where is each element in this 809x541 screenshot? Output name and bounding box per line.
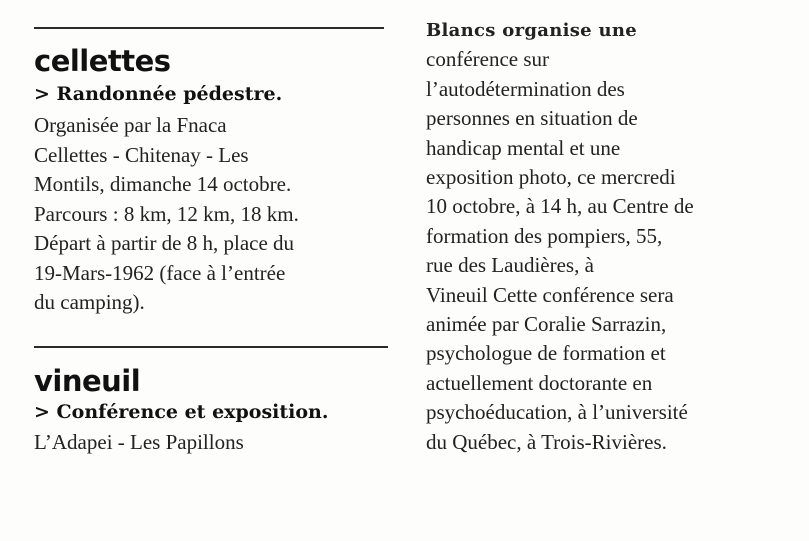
text-line: Cellettes - Chitenay - Les — [34, 142, 249, 167]
text-line: L’Adapei - Les Papillons — [34, 430, 244, 454]
text-line: l’autodétermination des — [426, 76, 625, 101]
text-line: conférence sur — [426, 47, 550, 72]
section-divider — [34, 27, 384, 29]
section-divider — [34, 346, 388, 348]
text-line: exposition photo, ce mercredi — [426, 165, 676, 190]
town-heading-vineuil: vineuil — [34, 364, 141, 398]
event-description-cellettes — [34, 111, 299, 318]
text-line: handicap mental et une — [426, 135, 621, 160]
text-line: Parcours : 8 km, 12 km, 18 km. — [34, 201, 299, 226]
text-line: psychologue de formation et — [426, 341, 666, 366]
event-description-vineuil-continued — [426, 16, 694, 457]
event-description-vineuil — [34, 428, 244, 458]
text-line: psychoéducation, à l’université — [426, 400, 688, 425]
text-line: Organisée par la Fnaca — [34, 113, 227, 137]
event-rubric-randonnee: > Randonnée pédestre. — [34, 83, 283, 105]
text-line: Vineuil Cette conférence sera — [426, 282, 674, 307]
text-line: 19-Mars-1962 (face à l’entrée — [34, 260, 286, 285]
text-line: du Québec, à Trois-Rivières. — [426, 429, 667, 454]
text-line: formation des pompiers, 55, — [426, 223, 663, 248]
text-line: animée par Coralie Sarrazin, — [426, 312, 667, 337]
text-line: rue des Laudières, à — [426, 253, 594, 278]
text-line: du camping). — [34, 290, 145, 314]
text-line: personnes en situation de — [426, 106, 638, 131]
event-rubric-conference: > Conférence et exposition. — [34, 401, 329, 423]
text-line: actuellement doctorante en — [426, 370, 653, 395]
text-line: Blancs organise une — [426, 20, 638, 41]
text-line: 10 octobre, à 14 h, au Centre de — [426, 194, 694, 219]
text-line: Départ à partir de 8 h, place du — [34, 231, 295, 255]
town-heading-cellettes: cellettes — [34, 44, 171, 78]
text-line: Montils, dimanche 14 octobre. — [34, 172, 292, 196]
